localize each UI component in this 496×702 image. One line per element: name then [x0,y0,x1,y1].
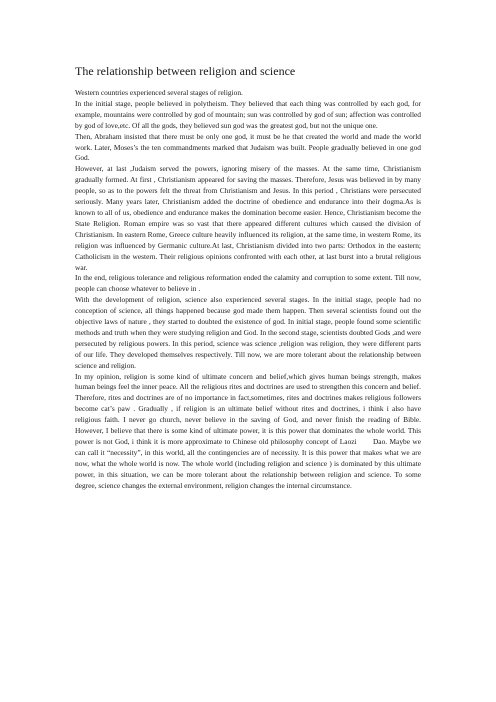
paragraph-stages-intro: Western countries experienced several stages of religion. [75,88,243,97]
paragraph-abraham: Then, Abraham insisted that there must be only one god, it must be he that created the world and made the world work. Later, Moses’s the ten commandments marked that Judaism was built. People gradually believed in one god God. [75,131,436,163]
document-title: The relationship between religion and science [75,64,296,78]
paragraph-christianism: However, at last ,Judaism served the powers, ignoring misery of the masses. At the same time, Christianism gradually formed. At first , Christianism appeared for saving the masses. Therefore, Jesus was believed in by many people, so as to the powers felt the threat from Christianism and Jesus. In this period , Christians were persecuted seriously. Many years later, Christianism added the doctrine of obedience and endurance into their dogma.As is known to all of us, obedience and endurance makes the domination become easier. Hence, Christianism become the State Religion. Roman empire was so vast that there appeared different cultures which caused the division of Christianism. In eastern Rome, Greece culture heavily influenced its religion, at the same time, in western Rome, its religion was influenced by Germanic culture.At last, Christianism divided into two parts: Orthodox in the eastern; Catholicism in the western. Their religious opinions confronted with each other, at last burst into a brutal religious war. [75,164,421,272]
paragraph-tolerance: In the end, religious tolerance and religious reformation ended the calamity and corruption to some extent. Till now, people can choose whatever to believe in . [75,273,421,294]
paragraph-polytheism: In the initial stage, people believed in polytheism. They believed that each thing was controlled by each god, for example, mountains were controlled by god of mountain; sun was controlled by god of sun; affection was controlled by god of love,etc. Of all the gods, they believed sun god was the greatest god, but not the unique one. [75,98,421,130]
paragraph-opinion: In my opinion, religion is some kind of ultimate concern and belief,which gives human beings strength, makes human beings feel the inner peace. All the religious rites and doctrines are used to strengthen this concern and belief. Therefore, rites and doctrines are of no importance in fact,sometimes, rites and doctrines makes religious followers become cat’s paw . Gradually , if religion is an ultimate belief without rites and doctrines, i think i also have religious faith. I never go church, never believe in the saving of God, and never finish the reading of Bible. However, I believe that there is some kind of ultimate power, it is this power that dominates the whole world. This power is not God, i think it is more approximate to Chinese old philosophy concept of Laozi Dao. Maybe we can call it “necessity”, in this world, all the contingencies are of necessity. It is this power that makes what we are now, what the whole world is now. The whole world (including religion and science ) is dominated by this ultimate power, in this situation, we can be more tolerant about the relationship between religion and science. To some degree, science changes the external environment, religion changes the internal circumstance. [75,371,421,490]
paragraph-science-stages: With the development of religion, science also experienced several stages. In the initial stage, people had no conception of science, all things happened because god made them happen. Then several scientists found out the objective laws of nature , they started to doubted the existence of god. In initial stage, people found some scientific methods and truth when they were studying religion and God. In the second stage, scientists doubted Gods ,and were persecuted by religious powers. In this period, science was science ,religion was religion, they were different parts of our life. They developed themselves respectively. Till now, we are more tolerant about the relationship between science and religion. [75,295,421,370]
document-page [75,64,436,492]
